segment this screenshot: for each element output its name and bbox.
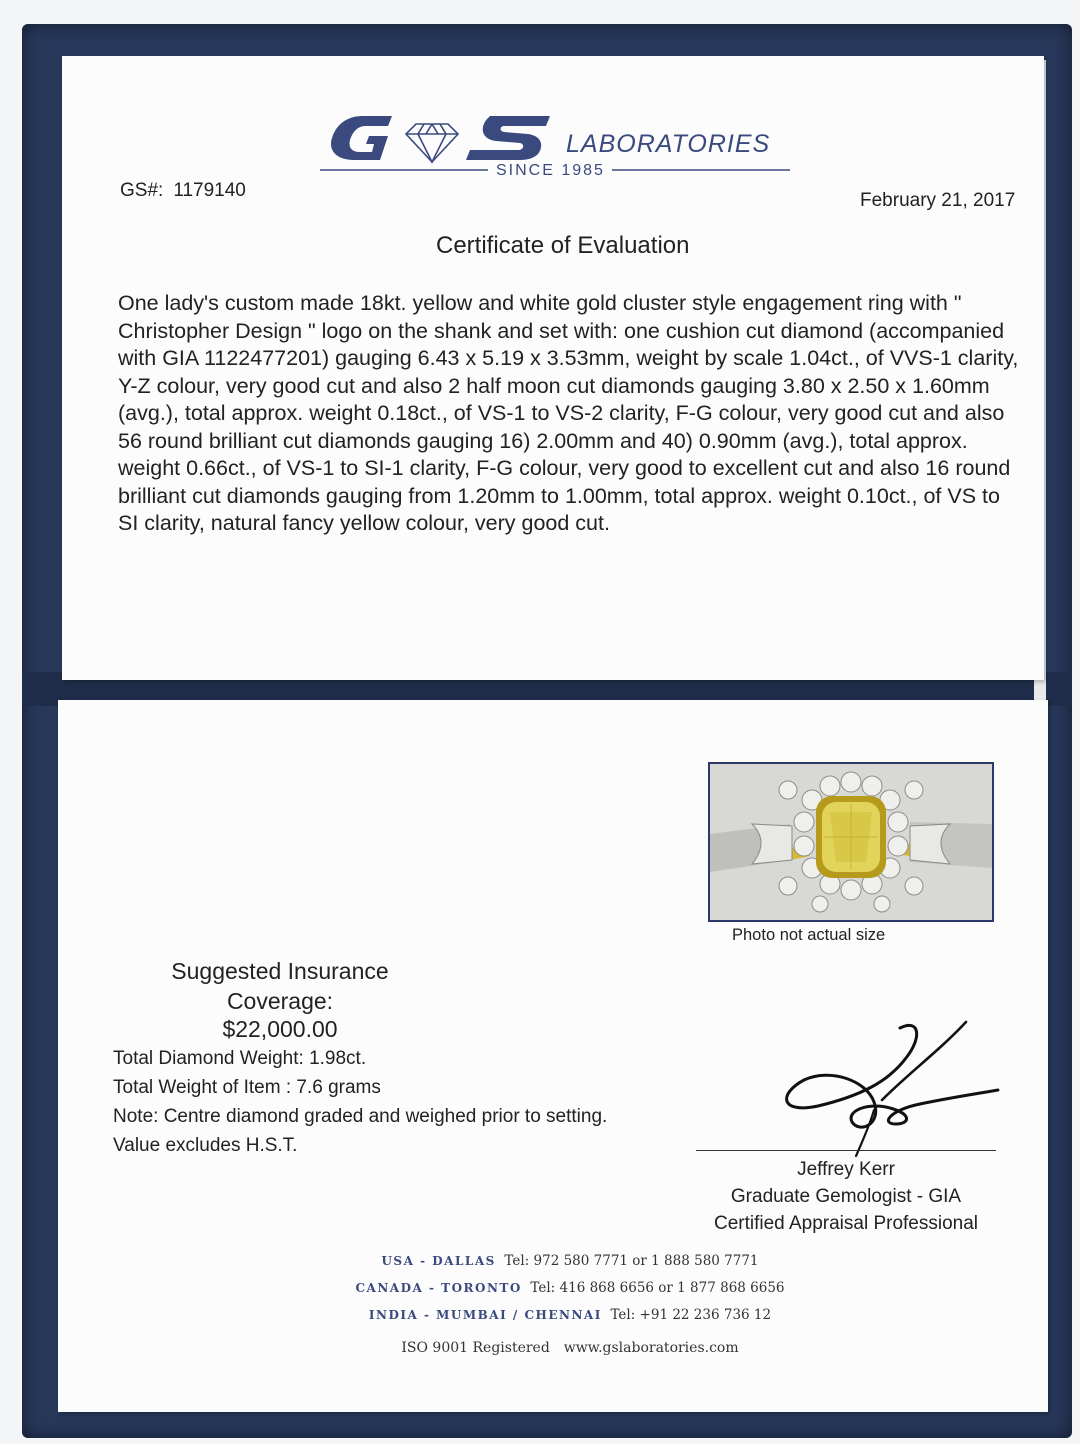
contact-location: USA - DALLAS: [381, 1254, 496, 1268]
contact-location: INDIA - MUMBAI / CHENNAI: [368, 1308, 602, 1322]
handwritten-signature-icon: [770, 1010, 1000, 1160]
contact-location: CANADA - TORONTO: [355, 1281, 522, 1295]
gs-number-label: GS#:: [120, 180, 164, 201]
photo-caption: Photo not actual size: [732, 926, 886, 944]
item-facts: [113, 1044, 607, 1160]
centre-diamond-note: Note: Centre diamond graded and weighed prior to setting.: [113, 1106, 608, 1127]
signer-name: Jeffrey Kerr: [797, 1159, 895, 1180]
gs-laboratories-logo: [320, 104, 800, 184]
website-link[interactable]: www.gslaboratories.com: [563, 1340, 739, 1356]
contact-india: [300, 1302, 840, 1329]
ring-image-icon: [710, 764, 992, 920]
contact-phone: Tel: 416 868 6656 or 1 877 868 6656: [530, 1280, 785, 1296]
gs-number: [120, 180, 246, 202]
certificate-title: Certificate of Evaluation: [436, 232, 690, 259]
insurance-title: [130, 956, 430, 1016]
ring-photo: [708, 762, 994, 922]
signature-line: [696, 1150, 996, 1151]
insurance-value: $22,000.00: [222, 1016, 338, 1042]
total-item-weight: Total Weight of Item : 7.6 grams: [113, 1077, 381, 1098]
contact-phone: Tel: 972 580 7771 or 1 888 580 7771: [504, 1253, 759, 1269]
brand-laboratories-text: LABORATORIES: [566, 130, 771, 158]
signature: [770, 1010, 1000, 1165]
since-text: SINCE 1985: [496, 162, 605, 179]
item-description: One lady's custom made 18kt. yellow and white gold cluster style engagement ring with " Christopher Design " logo on the shank and set with: one cushion cut diamond (accompanied with GIA 1122477201) gauging 6.43 x 5.19 x 3.53mm, weight by scale 1.04ct., of VVS-1 clarity, Y-Z colour, very good cut and also 2 half moon cut diamonds gauging 3.80 x 2.50 x 1.60mm (avg.), total approx. weight 0.18ct., of VS-1 to VS-2 clarity, F-G colour, very good cut and also 56 round brilliant cut diamonds gauging 16) 2.00mm and 40) 0.90mm (avg.), total approx. weight 0.66ct., of VS-1 to SI-1 clarity, F-G colour, very good to excellent cut and also 16 round brilliant cut diamonds gauging from 1.20mm to 1.00mm, total approx. weight 0.10ct., of VS to SI clarity, natural fancy yellow colour, very good cut.: [118, 291, 1019, 535]
iso-registration: ISO 9001 Registered: [401, 1340, 550, 1356]
footer: [300, 1340, 840, 1356]
contact-usa: [300, 1248, 840, 1275]
total-diamond-weight: Total Diamond Weight: 1.98ct.: [113, 1048, 367, 1069]
contact-phone: Tel: +91 22 236 736 12: [610, 1307, 772, 1323]
certificate-date: February 21, 2017: [860, 190, 1016, 211]
signer-block: [696, 1156, 996, 1237]
signer-title-appraisal: Certified Appraisal Professional: [713, 1213, 979, 1234]
value-tax-note: Value excludes H.S.T.: [113, 1135, 298, 1156]
contact-canada: [300, 1275, 840, 1302]
contact-list: [300, 1248, 840, 1329]
gs-number-value: 1179140: [173, 180, 246, 201]
insurance-title-line1: Suggested Insurance: [171, 958, 389, 984]
insurance-title-line2: Coverage:: [226, 988, 334, 1014]
signer-title-gia: Graduate Gemologist - GIA: [730, 1186, 962, 1207]
